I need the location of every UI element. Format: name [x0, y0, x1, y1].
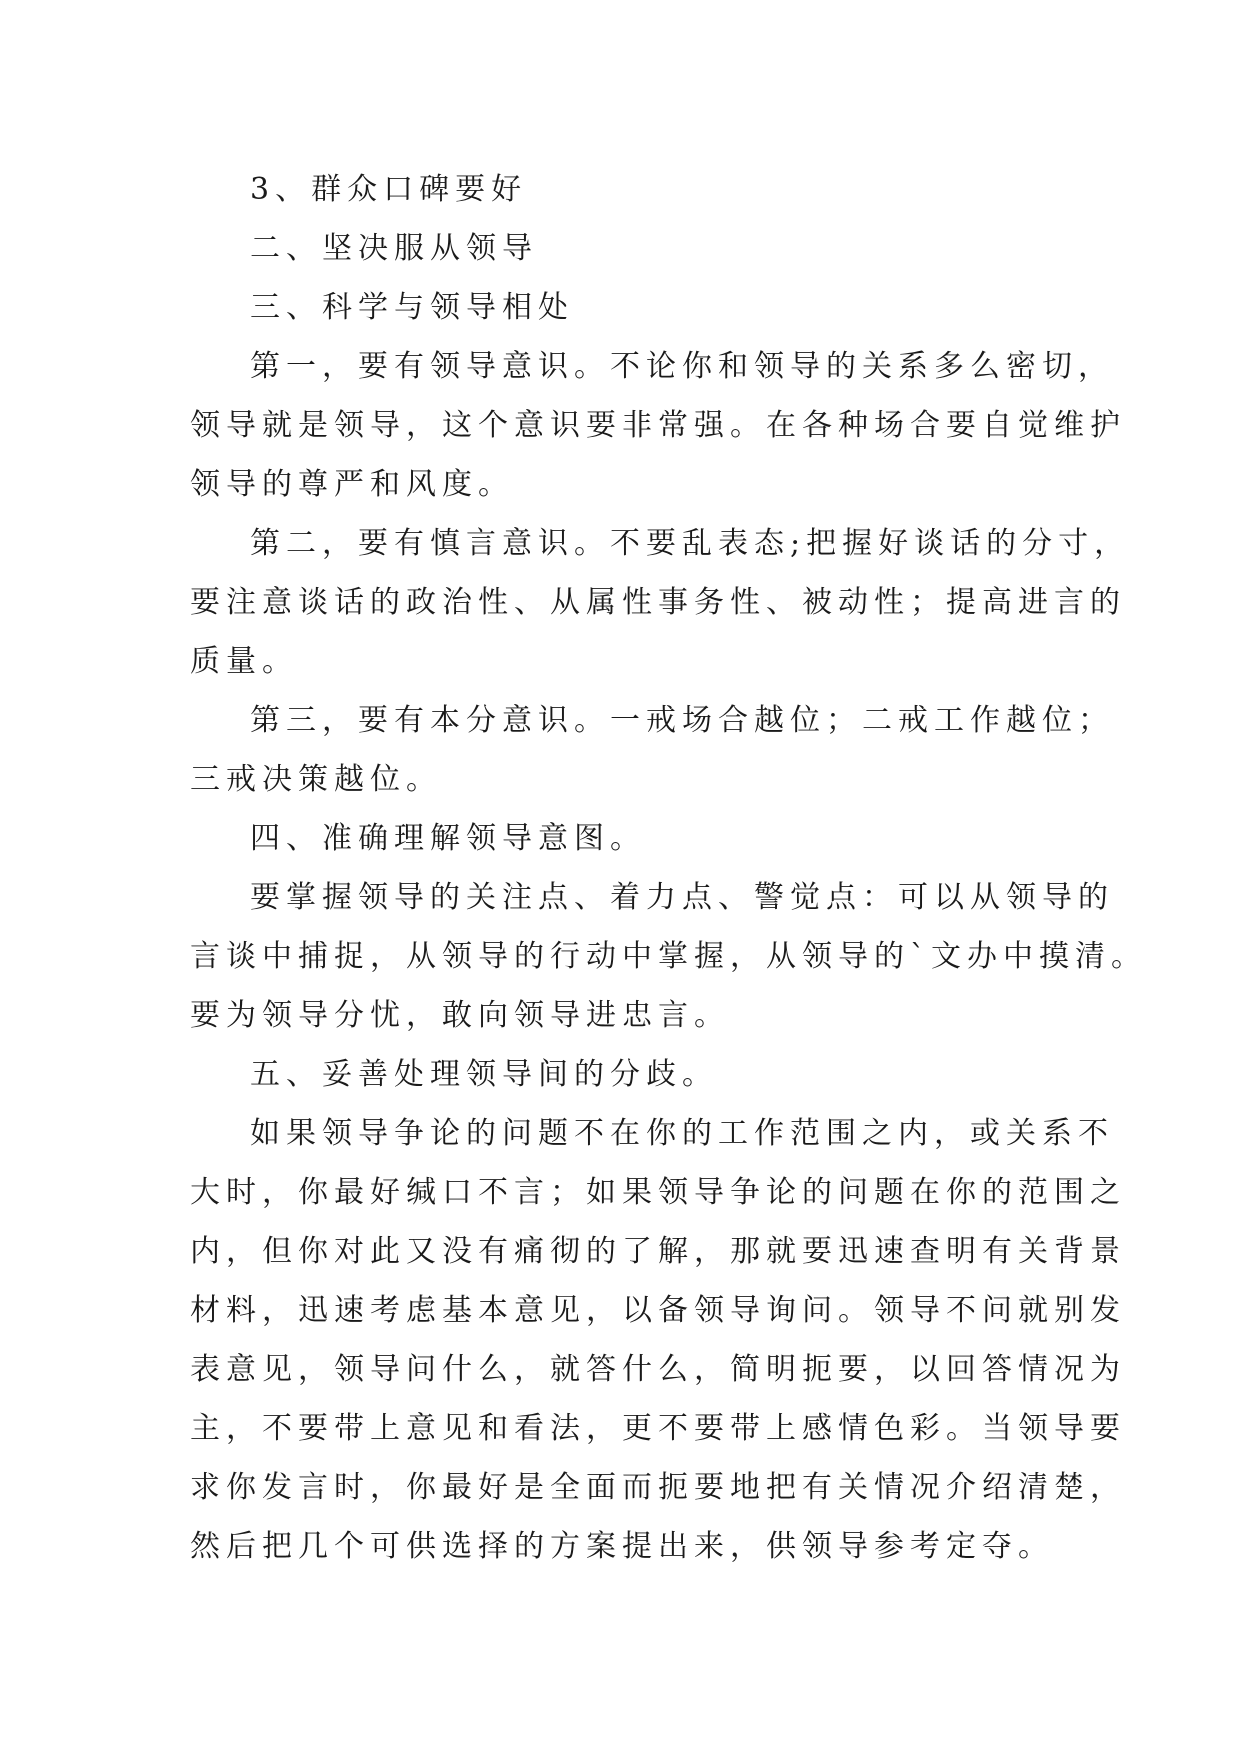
text-line: 四、准确理解领导意图。	[250, 821, 646, 856]
text-line: 3、群众口碑要好	[250, 172, 528, 207]
text-line: 五、妥善处理领导间的分歧。	[250, 1057, 718, 1092]
text-line: 求你发言时，你最好是全面而扼要地把有关情况介绍清楚，	[190, 1470, 1126, 1505]
text-line: 表意见，领导问什么，就答什么，简明扼要，以回答情况为	[190, 1352, 1126, 1387]
text-line: 第三，要有本分意识。一戒场合越位；二戒工作越位；	[250, 703, 1114, 738]
text-line: 要掌握领导的关注点、着力点、警觉点：可以从领导的	[250, 880, 1114, 915]
text-line: 要注意谈话的政治性、从属性事务性、被动性；提高进言的	[190, 585, 1126, 620]
text-line: 质量。	[190, 644, 298, 679]
text-line: 如果领导争论的问题不在你的工作范围之内，或关系不	[250, 1116, 1114, 1151]
text-line: 第一，要有领导意识。不论你和领导的关系多么密切，	[250, 349, 1114, 384]
text-line: 三、科学与领导相处	[250, 290, 574, 325]
text-line: 第二，要有慎言意识。不要乱表态;把握好谈话的分寸，	[250, 526, 1131, 561]
text-line: 然后把几个可供选择的方案提出来，供领导参考定夺。	[190, 1529, 1054, 1564]
text-line: 二、坚决服从领导	[250, 231, 538, 266]
text-line: 材料，迅速考虑基本意见，以备领导询问。领导不问就别发	[190, 1293, 1126, 1328]
document-body	[190, 160, 1147, 1576]
text-line: 三戒决策越位。	[190, 762, 442, 797]
text-line: 领导就是领导，这个意识要非常强。在各种场合要自觉维护	[190, 408, 1126, 443]
text-line: 领导的尊严和风度。	[190, 467, 514, 502]
text-line: 主，不要带上意见和看法，更不要带上感情色彩。当领导要	[190, 1411, 1126, 1446]
text-line: 内，但你对此又没有痛彻的了解，那就要迅速查明有关背景	[190, 1234, 1126, 1269]
text-line: 言谈中捕捉，从领导的行动中掌握，从领导的`文办中摸清。	[190, 939, 1147, 974]
text-line: 要为领导分忧，敢向领导进忠言。	[190, 998, 730, 1033]
text-line: 大时，你最好缄口不言；如果领导争论的问题在你的范围之	[190, 1175, 1126, 1210]
